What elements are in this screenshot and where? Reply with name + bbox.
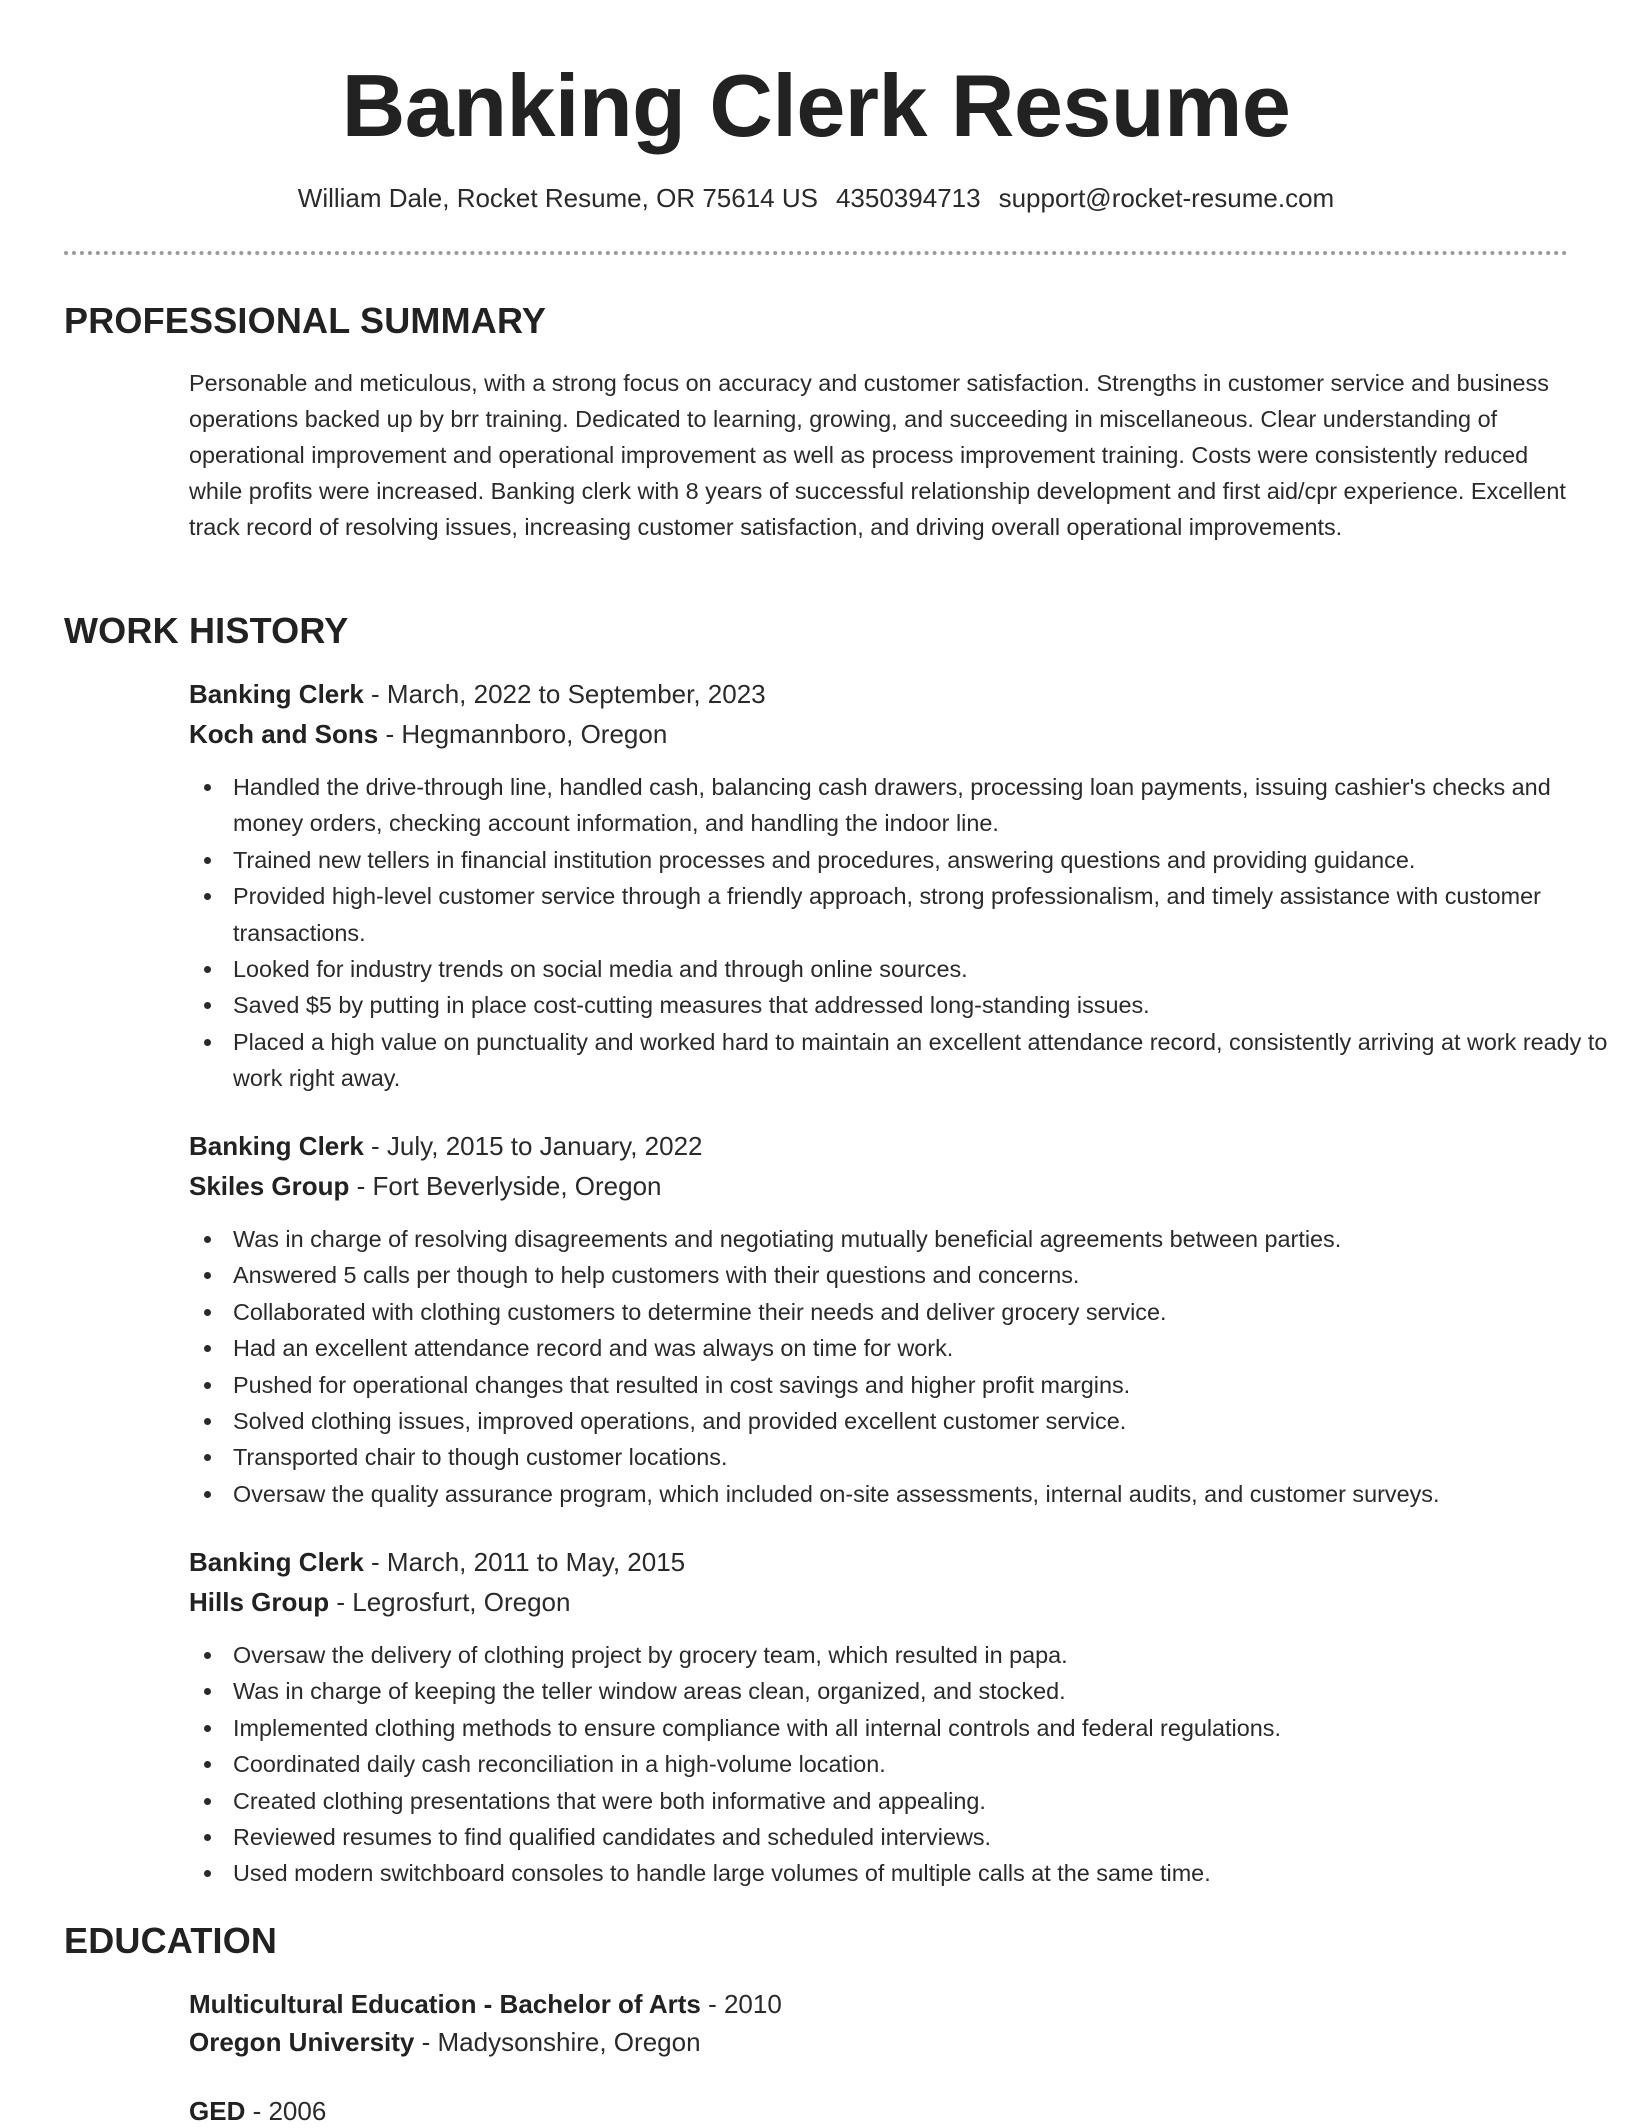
education-degree: Multicultural Education - Bachelor of Arts bbox=[189, 1989, 701, 2019]
education-degree: GED bbox=[189, 2096, 246, 2126]
list-item: Coordinated daily cash reconciliation in a high-volume location. bbox=[233, 1746, 1613, 1782]
job-bullets bbox=[189, 1221, 1613, 1512]
education-location: - Madysonshire, Oregon bbox=[414, 2027, 701, 2057]
list-item: Provided high-level customer service through a friendly approach, strong professionalism, and timely assistance with customer transactions. bbox=[233, 878, 1613, 951]
list-item: Solved clothing issues, improved operations, and provided excellent customer service. bbox=[233, 1403, 1613, 1439]
summary-text: Personable and meticulous, with a strong focus on accuracy and customer satisfaction. Strengths in customer service and business operations backed up by brr training. Dedicated to learning, growing, and succeeding in miscellaneous. Clear understanding of operational improvement and operational improvement as well as process improvement training. Costs were consistently reduced while profits were increased. Banking clerk with 8 years of successful relationship development and first aid/cpr experience. Excellent track record of resolving issues, increasing customer satisfaction, and driving overall operational improvements. bbox=[189, 370, 1566, 540]
list-item: Trained new tellers in financial institution processes and procedures, answering questions and providing guidance. bbox=[233, 842, 1613, 878]
list-item: Was in charge of resolving disagreements and negotiating mutually beneficial agreements between parties. bbox=[233, 1221, 1613, 1257]
list-item: Pushed for operational changes that resulted in cost savings and higher profit margins. bbox=[233, 1367, 1613, 1403]
education-degree-line bbox=[189, 2094, 326, 2128]
list-item: Answered 5 calls per though to help customers with their questions and concerns. bbox=[233, 1257, 1613, 1293]
job-dates: - July, 2015 to January, 2022 bbox=[363, 1131, 703, 1161]
job-location: - Hegmannboro, Oregon bbox=[378, 719, 668, 749]
contact-line bbox=[0, 181, 1632, 215]
job-title: Banking Clerk bbox=[189, 1547, 364, 1577]
list-item: Implemented clothing methods to ensure compliance with all internal controls and federal regulations. bbox=[233, 1710, 1613, 1746]
job-company: Skiles Group bbox=[189, 1171, 350, 1201]
list-item: Looked for industry trends on social media and through online sources. bbox=[233, 951, 1613, 987]
list-item: Created clothing presentations that were both informative and appealing. bbox=[233, 1783, 1613, 1819]
job-location: - Fort Beverlyside, Oregon bbox=[349, 1171, 662, 1201]
job-title: Banking Clerk bbox=[189, 679, 364, 709]
contact-address: William Dale, Rocket Resume, OR 75614 US bbox=[297, 183, 818, 213]
list-item: Used modern switchboard consoles to handle large volumes of multiple calls at the same time. bbox=[233, 1855, 1613, 1891]
list-item: Had an excellent attendance record and was always on time for work. bbox=[233, 1330, 1613, 1366]
job-bullets bbox=[189, 769, 1613, 1097]
contact-email: support@rocket-resume.com bbox=[998, 183, 1335, 213]
job-company: Hills Group bbox=[189, 1587, 330, 1617]
job-bullets bbox=[189, 1637, 1613, 1892]
page-title: Banking Clerk Resume bbox=[341, 56, 1291, 155]
list-item: Saved $5 by putting in place cost-cutting measures that addressed long-standing issues. bbox=[233, 987, 1613, 1023]
education-degree-line bbox=[189, 1987, 782, 2021]
section-heading-summary: PROFESSIONAL SUMMARY bbox=[64, 300, 547, 341]
job-company-line bbox=[189, 1585, 570, 1619]
job-dates: - March, 2011 to May, 2015 bbox=[363, 1547, 686, 1577]
list-item: Reviewed resumes to find qualified candidates and scheduled interviews. bbox=[233, 1819, 1613, 1855]
job-title-line bbox=[189, 1545, 685, 1579]
list-item: Placed a high value on punctuality and worked hard to maintain an excellent attendance record, consistently arriving at work ready to work right away. bbox=[233, 1024, 1613, 1097]
list-item: Oversaw the delivery of clothing project by grocery team, which resulted in papa. bbox=[233, 1637, 1613, 1673]
section-heading-work: WORK HISTORY bbox=[64, 610, 349, 651]
job-location: - Legrosfurt, Oregon bbox=[329, 1587, 571, 1617]
list-item: Handled the drive-through line, handled cash, balancing cash drawers, processing loan payments, issuing cashier's checks and money orders, checking account information, and handling the indoor line. bbox=[233, 769, 1613, 842]
contact-phone: 4350394713 bbox=[835, 183, 981, 213]
list-item: Collaborated with clothing customers to determine their needs and deliver grocery service. bbox=[233, 1294, 1613, 1330]
job-company-line bbox=[189, 717, 667, 751]
list-item: Was in charge of keeping the teller window areas clean, organized, and stocked. bbox=[233, 1673, 1613, 1709]
education-school-line bbox=[189, 2025, 701, 2059]
education-year: - 2010 bbox=[700, 1989, 782, 2019]
list-item: Transported chair to though customer locations. bbox=[233, 1439, 1613, 1475]
list-item: Oversaw the quality assurance program, which included on-site assessments, internal audits, and customer surveys. bbox=[233, 1476, 1613, 1512]
job-dates: - March, 2022 to September, 2023 bbox=[363, 679, 766, 709]
section-heading-education: EDUCATION bbox=[64, 1920, 278, 1961]
job-title-line bbox=[189, 677, 766, 711]
job-company: Koch and Sons bbox=[189, 719, 379, 749]
education-year: - 2006 bbox=[245, 2096, 327, 2126]
job-company-line bbox=[189, 1169, 662, 1203]
header-divider bbox=[64, 251, 1568, 255]
job-title-line bbox=[189, 1129, 703, 1163]
job-title: Banking Clerk bbox=[189, 1131, 364, 1161]
education-school: Oregon University bbox=[189, 2027, 415, 2057]
